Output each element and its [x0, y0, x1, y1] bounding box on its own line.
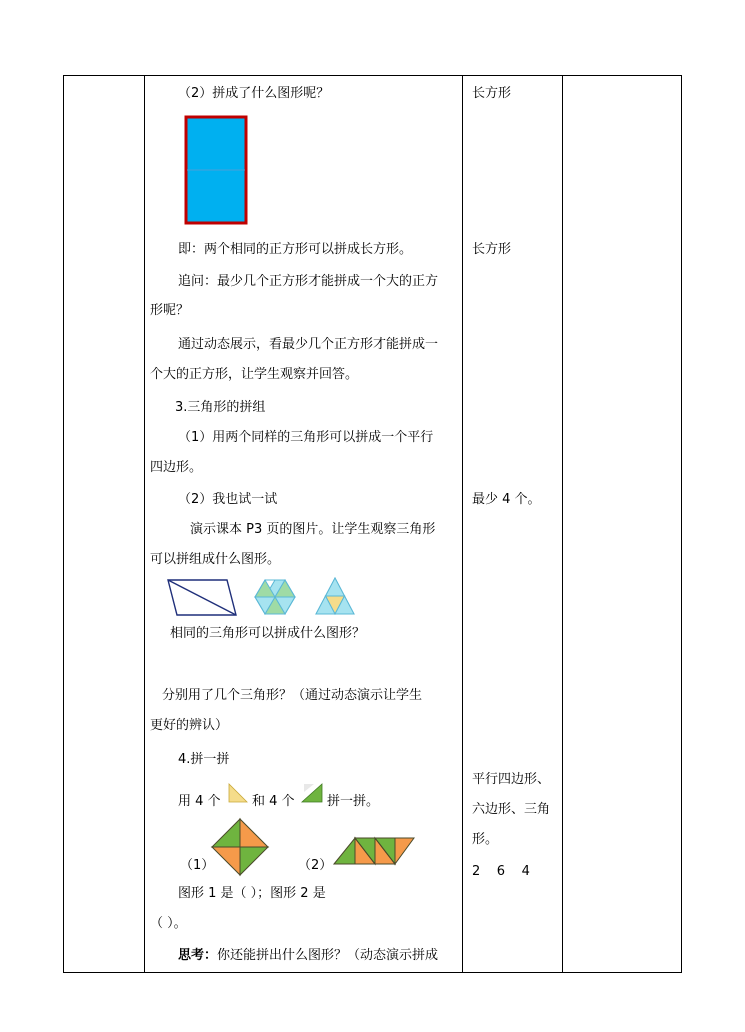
- use-prefix: 用 4 个: [178, 794, 221, 809]
- followup-text: 追问：最少几个正方形才能拼成一个大的正方: [178, 274, 439, 289]
- hexagon-shape: [255, 580, 295, 614]
- conclusion-text: 即：两个相同的正方形可以拼成长方形。: [178, 242, 413, 257]
- triangle-shapes-figure: [165, 575, 365, 620]
- count-question-cont: 更好的辨认）: [150, 718, 229, 733]
- dynamic-text: 通过动态展示，看最少几个正方形才能拼成一: [178, 337, 439, 352]
- section-3-item-1: （1）用两个同样的三角形可以拼成一个平行: [178, 430, 434, 445]
- column-divider: [562, 76, 563, 972]
- fill-blank-text: 图形 1 是（ ）；图形 2 是: [178, 886, 326, 901]
- fill-blank-text-cont: （ ）。: [150, 916, 187, 931]
- column-divider: [462, 76, 463, 972]
- section-3-title: 3.三角形的拼组: [175, 400, 266, 415]
- column-divider: [144, 76, 145, 972]
- figure-2-parallelogram: [332, 836, 416, 866]
- section-3-item-2: （2）我也试一试: [178, 492, 278, 507]
- answer-4: 平行四边形、: [472, 772, 551, 787]
- answer-2: 长方形: [472, 242, 512, 257]
- large-triangle-shape: [316, 578, 354, 614]
- yellow-triangle-icon: [226, 782, 250, 804]
- answer-4-cont: 六边形、三角: [472, 802, 551, 817]
- question-2: （2）拼成了什么图形呢？: [178, 86, 330, 101]
- use-suffix: 拼一拼。: [327, 794, 380, 809]
- parallelogram-shape: [168, 580, 236, 615]
- answer-5: 2 6 4: [472, 864, 530, 879]
- section-3-item-1-cont: 四边形。: [150, 460, 203, 475]
- section-4-title: 4.拼一拼: [178, 752, 230, 767]
- dynamic-text-cont: 个大的正方形，让学生观察并回答。: [150, 367, 359, 382]
- green-triangle-icon: [299, 782, 325, 804]
- figure-2-label: （2）: [298, 858, 333, 873]
- followup-text-cont: 形呢？: [150, 303, 190, 318]
- figure-1-square: [210, 817, 270, 877]
- use-and: 和 4 个: [252, 794, 295, 809]
- think-label: 思考：: [178, 948, 218, 963]
- demo-text: 演示课本 P3 页的图片。让学生观察三角形: [190, 522, 436, 537]
- figure-1-label: （1）: [180, 858, 215, 873]
- think-body: 你还能拼出什么图形？（动态演示拼成: [217, 948, 439, 963]
- answer-4-end: 形。: [472, 832, 499, 847]
- answer-3: 最少 4 个。: [472, 492, 541, 507]
- answer-1: 长方形: [472, 86, 512, 101]
- think-text: [178, 946, 438, 966]
- count-question: 分别用了几个三角形？（通过动态演示让学生: [162, 688, 423, 703]
- rectangle-figure: [184, 115, 248, 225]
- demo-text-cont: 可以拼组成什么图形。: [150, 552, 281, 567]
- same-triangles-question: 相同的三角形可以拼成什么图形？: [170, 626, 366, 641]
